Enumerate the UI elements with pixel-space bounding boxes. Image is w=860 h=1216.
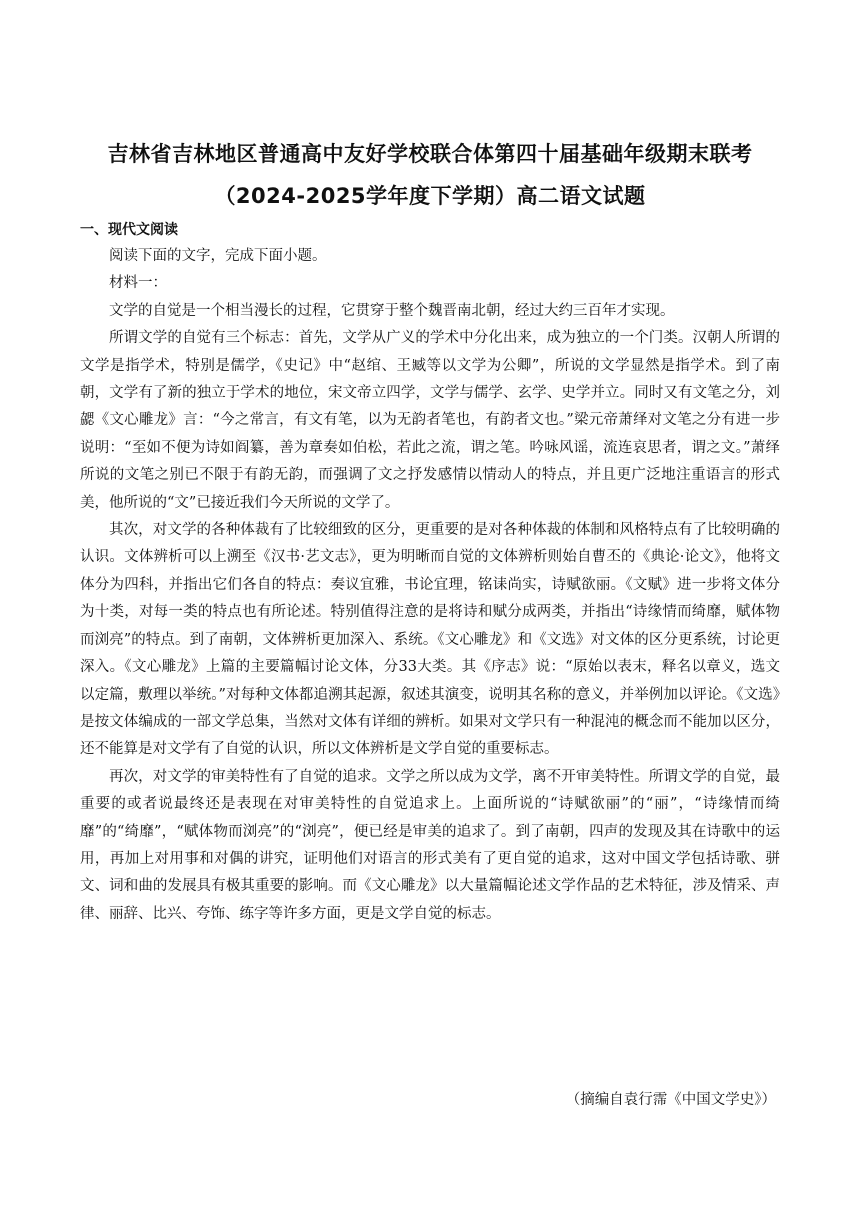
document-title-line-1: 吉林省吉林地区普通高中友好学校联合体第四十届基础年级期末联考 — [107, 142, 753, 166]
passage-paragraph: 文学的自觉是一个相当漫长的过程，它贯穿于整个魏晋南北朝，经过大约三百年才实现。 — [109, 302, 675, 319]
passage-paragraph: 再次，对文学的审美特性有了自觉的追求。文学之所以成为文学，离不开审美特性。所谓文学的自觉，最重要的或者说最终还是表现在对审美特性的自觉追求上。上面所说的“诗赋欲丽”的“丽”，“诗缘情而绮靡”的“绮靡”，“赋体物而浏亮”的“浏亮”，便已经是审美的追求了。到了南朝，四声的发现及其在诗歌中的运用，再加上对用事和对偶的讲究，证明他们对语言的形式美有了更自觉的追求，这对中国文学包括诗歌、骈文、词和曲的发展具有极其重要的影响。而《文心雕龙》以大量篇幅论述文学作品的艺术特征，涉及情采、声律、丽辞、比兴、夸饰、练字等许多方面，更是文学自觉的标志。 — [80, 768, 780, 922]
material-label: 材料一： — [109, 275, 167, 292]
document-title-line-2: （2024-2025学年度下学期）高二语文试题 — [214, 184, 646, 208]
passage-paragraph: 所谓文学的自觉有三个标志：首先，文学从广义的学术中分化出来，成为独立的一个门类。汉朝人所谓的文学是指学术，特别是儒学，《史记》中“赵绾、王臧等以文学为公卿”，所说的文学显然是指学术。到了南朝，文学有了新的独立于学术的地位，宋文帝立四学，文学与儒学、玄学、史学并立。同时又有文笔之分，刘勰《文心雕龙》言：“今之常言，有文有笔，以为无韵者笔也，有韵者文也。”梁元帝萧绎对文笔之分有进一步说明：“至如不便为诗如阎纂，善为章奏如伯松，若此之流，谓之笔。吟咏风谣，流连哀思者，谓之文。”萧绎所说的文笔之别已不限于有韵无韵，而强调了文之抒发感情以情动人的特点，并且更广泛地注重语言的形式美，他所说的“文”已接近我们今天所说的文学了。 — [80, 330, 780, 511]
instruction-text: 阅读下面的文字，完成下面小题。 — [109, 248, 327, 264]
source-citation: （摘编自袁行霈《中国文学史》） — [565, 1092, 776, 1108]
reading-passage — [80, 243, 780, 928]
section-heading: 一、现代文阅读 — [80, 222, 178, 238]
passage-paragraph: 其次，对文学的各种体裁有了比较细致的区分，更重要的是对各种体裁的体制和风格特点有了比较明确的认识。文体辨析可以上溯至《汉书·艺文志》，更为明晰而自觉的文体辨析则始自曹丕的《典论·论文》，他将文体分为四科，并指出它们各自的特点：奏议宜雅，书论宜理，铭诔尚实，诗赋欲丽。《文赋》进一步将文体分为十类，对每一类的特点也有所论述。特别值得注意的是将诗和赋分成两类，并指出“诗缘情而绮靡，赋体物而浏亮”的特点。到了南朝，文体辨析更加深入、系统。《文心雕龙》和《文选》对文体的区分更系统，讨论更深入。《文心雕龙》上篇的主要篇幅讨论文体，分33大类。其《序志》说：“原始以表末，释名以章义，选文以定篇，敷理以举统。”对每种文体都追溯其起源，叙述其演变，说明其名称的意义，并举例加以评论。《文选》是按文体编成的一部文学总集，当然对文体有详细的辨析。如果对文学只有一种混沌的概念而不能加以区分，还不能算是对文学有了自觉的认识，所以文体辨析是文学自觉的重要标志。 — [80, 522, 780, 758]
